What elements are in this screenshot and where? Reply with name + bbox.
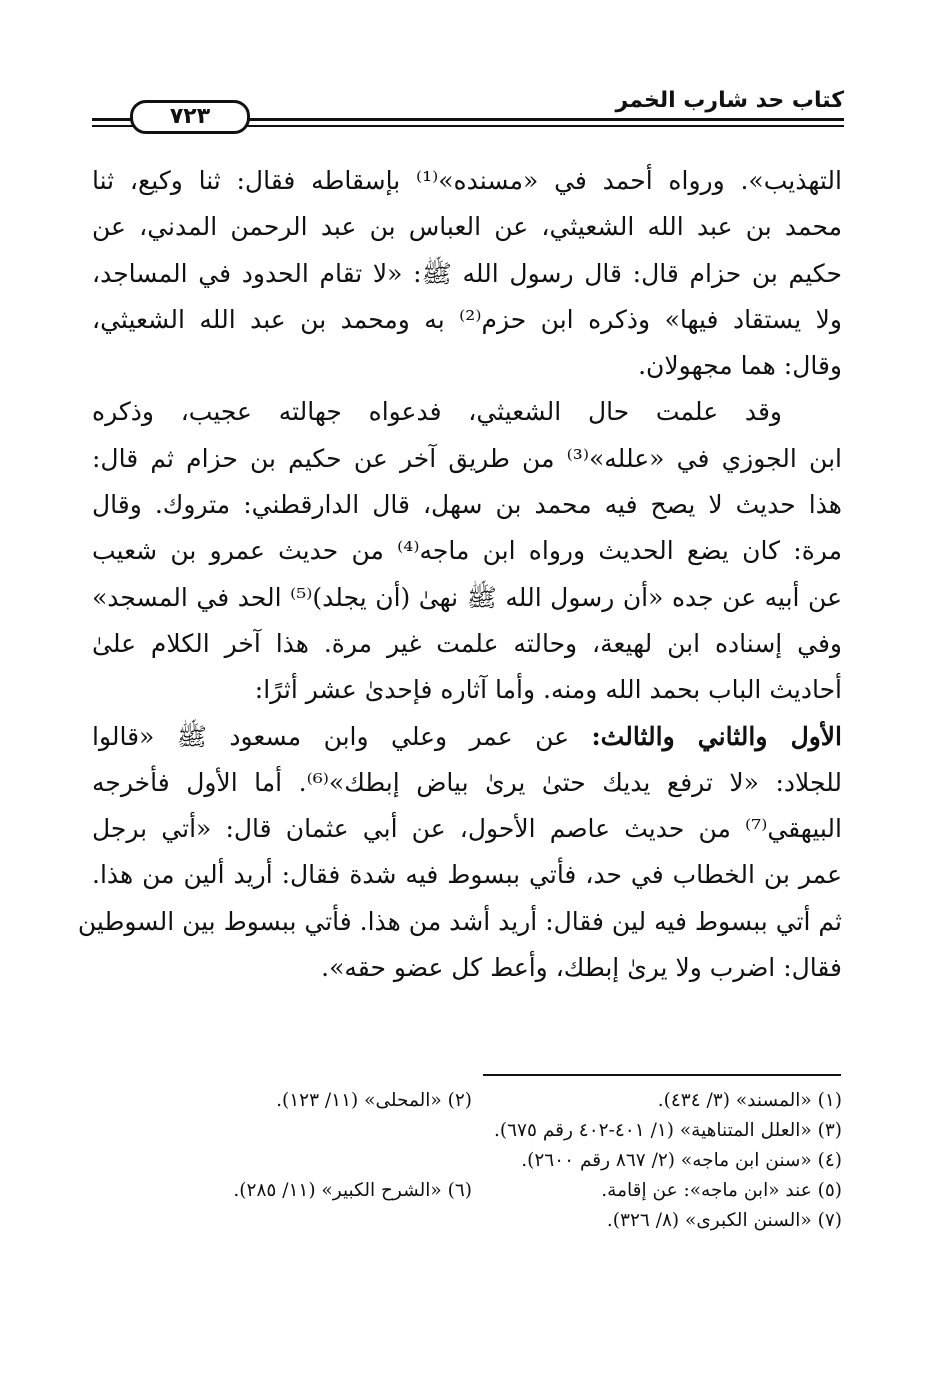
- footnote: (٥) عند «ابن ماجه»: عن إقامة.: [601, 1180, 842, 1201]
- text-line: عمر بن الخطاب في حد، فأتي ببسوط فيه شدة فقال: أريد ألين من هذا.: [92, 860, 842, 890]
- footnote-row: [92, 1206, 842, 1236]
- text-line: عن أبيه عن جده «أن رسول الله ﷺ نهىٰ (أن يجلد)⁽⁵⁾ الحد في المسجد»: [92, 582, 842, 612]
- paragraph-1: [92, 158, 842, 389]
- footnote-row: [92, 1176, 842, 1206]
- text-line: ولا يستقاد فيها» وذكره ابن حزم⁽²⁾ به ومحمد بن عبد الله الشعيثي،: [92, 304, 842, 334]
- footnotes: [92, 1086, 842, 1236]
- chapter-title: كتاب حد شارب الخمر: [615, 88, 844, 113]
- text-line: أحاديث الباب بحمد الله ومنه. وأما آثاره فإحدىٰ عشر أثرًا:: [254, 675, 842, 705]
- paragraph-3: [77, 714, 843, 992]
- page-number: ٧٢٣: [130, 100, 250, 134]
- text-line: ثم أتي ببسوط فيه لين فقال: أريد أشد من هذا. فأتي ببسوط بين السوطين: [77, 906, 842, 936]
- footnote: (٤) «سنن ابن ماجه» (٢/ ٨٦٧ رقم ٢٦٠٠).: [521, 1150, 842, 1171]
- text-line: التهذيب». ورواه أحمد في «مسنده»⁽¹⁾ بإسقاطه فقال: ثنا وكيع، ثنا: [92, 166, 842, 195]
- footnote: (٦) «الشرح الكبير» (١١/ ٢٨٥).: [233, 1180, 472, 1201]
- text-line: ابن الجوزي في «علله»⁽³⁾ من طريق آخر عن حكيم بن حزام ثم قال:: [92, 443, 842, 473]
- footnote-row: [92, 1086, 842, 1116]
- text-line: وقال: هما مجهولان.: [638, 351, 842, 381]
- text-line: وفي إسناده ابن لهيعة، وحالته علمت غير مرة. هذا آخر الكلام علىٰ: [92, 628, 842, 658]
- section-heading: الأول والثاني والثالث:: [591, 721, 843, 751]
- text-line: فقال: اضرب ولا يرىٰ إبطك، وأعط كل عضو حقه».: [321, 953, 842, 983]
- text-line: البيهقي⁽⁷⁾ من حديث عاصم الأحول، عن أبي عثمان قال: «أتي برجل: [92, 814, 842, 844]
- running-header: [92, 82, 844, 132]
- footnote: (٣) «العلل المتناهية» (١/ ٤٠١-٤٠٢ رقم ٦٧٥).: [494, 1120, 842, 1141]
- text-line: هذا حديث لا يصح فيه محمد بن سهل، قال الدارقطني: متروك. وقال: [92, 490, 842, 520]
- section-line: عن عمر وعلي وابن مسعود ﷺ «قالوا: [92, 721, 570, 751]
- text-line: للجلاد: «لا ترفع يديك حتىٰ يرىٰ بياض إبطك»⁽⁶⁾. أما الأول فأخرجه: [92, 767, 843, 797]
- text-line: وقد علمت حال الشعيثي، فدعواه جهالته عجيب، وذكره: [92, 397, 782, 427]
- footnote-row: [92, 1116, 842, 1146]
- main-text: [77, 158, 843, 991]
- text-line: محمد بن عبد الله الشعيثي، عن العباس بن عبد الرحمن المدني، عن: [92, 212, 842, 242]
- text-line: حكيم بن حزام قال: قال رسول الله ﷺ: «لا تقام الحدود في المساجد،: [92, 258, 842, 288]
- footnote-separator: [483, 1074, 841, 1076]
- footnote-row: [92, 1146, 842, 1176]
- footnote: (٧) «السنن الكبرى» (٨/ ٣٢٦).: [606, 1210, 842, 1231]
- text-line: [92, 714, 842, 760]
- text-line: مرة: كان يضع الحديث ورواه ابن ماجه⁽⁴⁾ من حديث عمرو بن شعيب: [92, 536, 842, 566]
- footnote: (١) «المسند» (٣/ ٤٣٤).: [657, 1090, 842, 1111]
- paragraph-2: [92, 389, 842, 713]
- footnote: (٢) «المحلى» (١١/ ١٢٣).: [276, 1090, 472, 1111]
